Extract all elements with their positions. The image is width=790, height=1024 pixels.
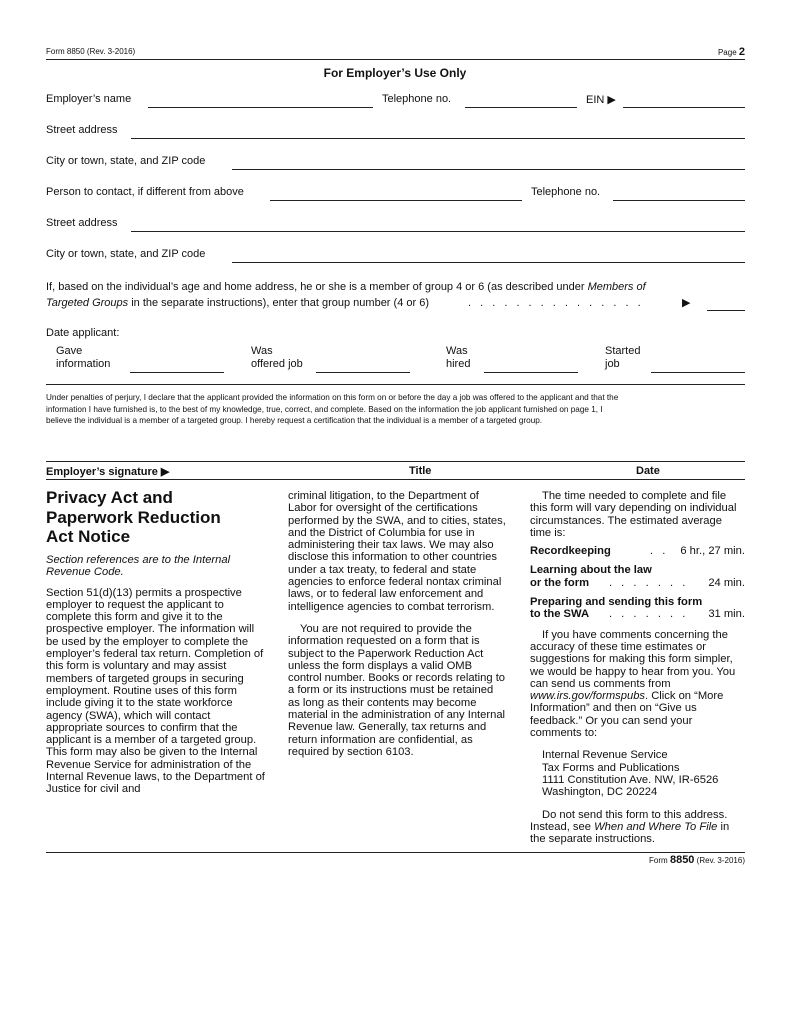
group-question-text-a: If, based on the individual’s age and home address, he or she is a member of group 4 or 6 (as described under bbox=[46, 281, 588, 293]
privacy-heading bbox=[46, 488, 221, 547]
telephone-label: Telephone no. bbox=[382, 93, 452, 105]
section-references: Section references are to the Internal Revenue Code. bbox=[46, 554, 231, 579]
irs-address bbox=[530, 749, 745, 798]
preparing-dots: . . . . . . . bbox=[608, 608, 689, 621]
learning-row bbox=[530, 577, 745, 589]
contact-city-input[interactable] bbox=[232, 248, 745, 263]
contact-street-input[interactable] bbox=[131, 217, 745, 232]
do-not-send-paragraph bbox=[530, 809, 745, 846]
hired-line-1: Was bbox=[446, 345, 468, 357]
perjury-line-3: believe the individual is a member of a targeted group. I hereby request a certification that the individual is a member of a targeted group. bbox=[46, 416, 543, 425]
privacy-heading-line-2: Paperwork Reduction bbox=[46, 507, 221, 527]
street-address-input[interactable] bbox=[131, 124, 745, 139]
perjury-line-2: information I have furnished is, to the best of my knowledge, true, correct, and complete. Based on the information the job applicant furnished on page 1, I bbox=[46, 404, 603, 414]
offered-job-date-input[interactable] bbox=[316, 358, 410, 373]
time-estimate-intro: The time needed to complete and file this form will vary depending on individual circumstances. The estimated average time is: bbox=[530, 490, 737, 539]
group-number-input[interactable] bbox=[707, 296, 745, 311]
ein-input[interactable] bbox=[623, 93, 745, 108]
preparing-value: 31 min. bbox=[708, 608, 745, 621]
arrow-right-icon: ▶ bbox=[682, 297, 691, 309]
header-rule bbox=[46, 59, 745, 60]
perjury-statement bbox=[46, 392, 746, 427]
perjury-rule bbox=[46, 384, 745, 385]
employer-name-input[interactable] bbox=[148, 93, 373, 108]
comments-text-b: . Click on “More Information” and then on “Give us feedback.” Or you can send your comments to: bbox=[530, 690, 724, 740]
learning-dots: . . . . . . . bbox=[608, 576, 689, 589]
preparing-label-1: Preparing and sending this form bbox=[530, 596, 703, 609]
privacy-paragraph-2: criminal litigation, to the Department of Labor for oversight of the certifications performed by the SWA, and to cities, states, and the District of Columbia for use in administering their tax laws. We may also disclose this information to other countries under a tax treaty, to federal and state agencies to enforce federal nontax criminal laws, or to federal law enforcement and intelligence agencies to combat terrorism. bbox=[288, 490, 506, 613]
contact-street-label: Street address bbox=[46, 217, 118, 229]
form-revision: Form 8850 (Rev. 3-2016) bbox=[46, 47, 136, 56]
privacy-column-3 bbox=[530, 490, 745, 855]
privacy-column-2 bbox=[288, 490, 506, 768]
signature-bottom-rule bbox=[46, 479, 745, 480]
city-state-zip-input[interactable] bbox=[232, 155, 745, 170]
privacy-heading-line-3: Act Notice bbox=[46, 527, 131, 546]
contact-telephone-input[interactable] bbox=[613, 186, 745, 201]
privacy-heading-line-1: Privacy Act and bbox=[46, 488, 173, 507]
learning-label-1: Learning about the law bbox=[530, 564, 652, 577]
comments-paragraph bbox=[530, 629, 745, 740]
footer-rule bbox=[46, 852, 745, 853]
hired-line-2: hired bbox=[446, 358, 471, 370]
gave-info-line-2: information bbox=[56, 358, 111, 370]
street-address-label: Street address bbox=[46, 124, 118, 136]
privacy-paragraph-3: You are not required to provide the information requested on a form that is subject to the Paperwork Reduction Act unless the form displays a valid OMB control number. Books or records relating to a form or its instructions must be retained as long as their contents may become material in the administration of any Internal Revenue law. Generally, tax returns and return information are confidential, as required by section 6103. bbox=[288, 622, 506, 758]
offered-job-label bbox=[251, 345, 303, 371]
hired-label bbox=[446, 345, 470, 371]
learning-label-2: or the form bbox=[530, 576, 590, 589]
gave-info-label bbox=[56, 345, 110, 371]
learning-value: 24 min. bbox=[708, 576, 745, 589]
page-label: Page bbox=[717, 48, 737, 57]
comments-text-a: If you have comments concerning the accuracy of these time estimates or suggestions for making this form simpler, we would be happy to hear from you. You can send us comments from bbox=[530, 628, 736, 690]
recordkeeping-value: 6 hr., 27 min. bbox=[680, 545, 745, 558]
started-job-date-input[interactable] bbox=[651, 358, 745, 373]
footer-revision: (Rev. 3-2016) bbox=[696, 856, 745, 865]
recordkeeping-label: Recordkeeping bbox=[530, 545, 611, 558]
address-line-3: 1111 Constitution Ave. NW, IR-6526 bbox=[542, 773, 719, 786]
recordkeeping-row bbox=[530, 545, 745, 557]
irs-forms-link[interactable]: www.irs.gov/formspubs bbox=[530, 690, 646, 703]
group-question-text-b: Members of bbox=[587, 281, 646, 293]
gave-info-line-1: Gave bbox=[56, 345, 83, 357]
started-job-line-2: job bbox=[605, 358, 620, 370]
employer-name-label: Employer’s name bbox=[46, 93, 132, 105]
gave-info-date-input[interactable] bbox=[130, 358, 224, 373]
contact-city-label: City or town, state, and ZIP code bbox=[46, 248, 206, 260]
perjury-line-1: Under penalties of perjury, I declare that the applicant provided the information on this form on or before the day a job was offered to the applicant and that the bbox=[46, 393, 619, 402]
group-question bbox=[46, 279, 706, 311]
preparing-row bbox=[530, 608, 745, 620]
contact-telephone-label: Telephone no. bbox=[531, 186, 601, 198]
offered-job-line-1: Was bbox=[251, 345, 273, 357]
date-label: Date bbox=[636, 465, 660, 477]
page-number: 2 bbox=[738, 46, 745, 58]
section-title: For Employer’s Use Only bbox=[323, 66, 467, 80]
preparing-label-2: to the SWA bbox=[530, 608, 590, 621]
hired-date-input[interactable] bbox=[484, 358, 578, 373]
privacy-paragraph-1: Section 51(d)(13) permits a prospective employer to request the applicant to complete this form and give it to the prospective employer. The information will be used by the employer to complete the employer’s federal tax return. Completion of this form is voluntary and may assist members of targeted groups in securing employment. Routine uses of this form include giving it to the state workforce agency (SWA), which will contact appropriate sources to confirm that the applicant is a member of a targeted group. This form may also be given to the Internal Revenue Service for administration of the Internal Revenue laws, to the Department of Justice for civil and bbox=[46, 586, 265, 796]
started-job-line-1: Started bbox=[605, 345, 641, 357]
address-line-4: Washington, DC 20224 bbox=[542, 786, 658, 799]
started-job-label bbox=[605, 345, 640, 371]
signature-line[interactable] bbox=[46, 461, 745, 462]
group-question-dots: . . . . . . . . . . . . . . . bbox=[468, 297, 644, 309]
telephone-input[interactable] bbox=[465, 93, 577, 108]
city-state-zip-label: City or town, state, and ZIP code bbox=[46, 155, 206, 167]
footer-form-word: Form bbox=[649, 856, 668, 865]
offered-job-line-2: offered job bbox=[251, 358, 303, 370]
group-question-line-1 bbox=[46, 279, 706, 295]
group-question-text-c: Targeted Groups bbox=[46, 297, 129, 309]
address-line-1: Internal Revenue Service bbox=[542, 749, 668, 762]
contact-person-label: Person to contact, if different from above bbox=[46, 186, 244, 198]
recordkeeping-dots: . . bbox=[650, 545, 669, 558]
footer-form-number: 8850 bbox=[669, 854, 695, 866]
do-not-send-text-b: in the separate instructions. bbox=[530, 820, 730, 846]
page-indicator bbox=[718, 46, 745, 58]
do-not-send-italic: When and Where To File bbox=[594, 820, 718, 833]
employer-signature-label: Employer’s signature ▶ bbox=[46, 466, 170, 478]
address-line-2: Tax Forms and Publications bbox=[542, 761, 680, 774]
group-question-line-2 bbox=[46, 295, 706, 311]
do-not-send-text-a: Do not send this form to this address. Instead, see bbox=[530, 808, 728, 833]
date-applicant-label: Date applicant: bbox=[46, 327, 120, 339]
group-question-text-d: in the separate instructions), enter that group number (4 or 6) bbox=[128, 297, 429, 309]
privacy-column-1 bbox=[46, 554, 268, 806]
ein-label: EIN ▶ bbox=[586, 94, 616, 106]
footer-form-id bbox=[649, 854, 745, 866]
title-label: Title bbox=[409, 465, 432, 477]
contact-person-input[interactable] bbox=[270, 186, 522, 201]
